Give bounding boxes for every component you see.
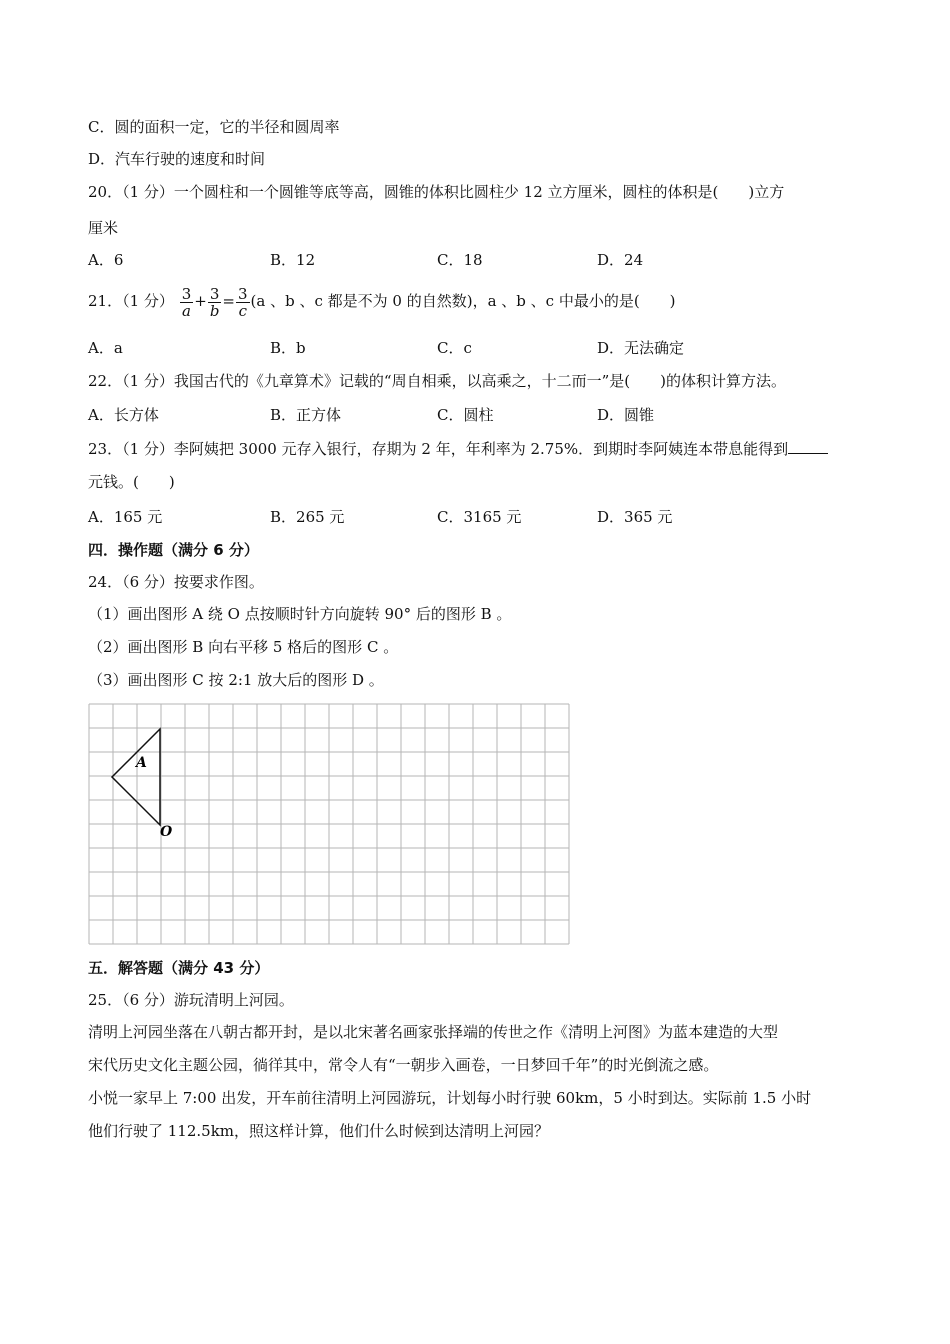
q24-step-3: （3）画出图形 C 按 2:1 放大后的图形 D 。: [88, 671, 384, 689]
q23-option-b: B．265 元: [270, 508, 345, 526]
grid-figure: [88, 703, 570, 949]
q22-option-b: B．正方体: [270, 406, 342, 424]
q23-option-a: A．165 元: [88, 508, 163, 526]
q20-option-d: D．24: [597, 251, 644, 269]
plus-sign: +: [194, 292, 207, 310]
q20-stem: 20．（1 分）一个圆柱和一个圆锥等底等高，圆锥的体积比圆柱少 12 立方厘米，圆柱的体积是( )立方: [88, 183, 785, 201]
q21-option-d: D．无法确定: [597, 339, 685, 357]
q19-option-c: C．圆的面积一定，它的半径和圆周率: [88, 118, 340, 136]
q21-option-c: C．c: [437, 339, 472, 357]
q21-stem: [88, 283, 676, 319]
q25-stem: 25．（6 分）游玩清明上河园。: [88, 991, 294, 1009]
q25-paragraph-4: 他们行驶了 112.5km，照这样计算，他们什么时候到达清明上河园？: [88, 1122, 550, 1140]
q20-stem-cont: 厘米: [88, 219, 119, 237]
q22-option-c: C．圆柱: [437, 406, 494, 424]
q21-option-a: A．a: [88, 339, 123, 357]
q22-stem: 22．（1 分）我国古代的《九章算术》记载的“周自相乘，以高乘之，十二而一”是( )的体积计算方法。: [88, 372, 786, 390]
q20-option-b: B．12: [270, 251, 316, 269]
q23-option-c: C．3165 元: [437, 508, 522, 526]
label-o: O: [160, 824, 173, 840]
q24-step-2: （2）画出图形 B 向右平移 5 格后的图形 C 。: [88, 638, 399, 656]
answer-blank: [788, 439, 828, 454]
q21-fraction-b: $\frac{3}{b}$: [209, 284, 220, 320]
triangle-a: [112, 729, 160, 825]
q24-step-1: （1）画出图形 A 绕 O 点按顺时针方向旋转 90° 后的图形 B 。: [88, 605, 512, 623]
section-4-title: 四．操作题（满分 6 分）: [88, 541, 259, 559]
q23-stem: [88, 439, 828, 459]
q25-paragraph-3: 小悦一家早上 7:00 出发，开车前往清明上河园游玩，计划每小时行驶 60km，5 小时到达。实际前 1.5 小时: [88, 1089, 812, 1107]
q21-fraction-a: $\frac{3}{a}$: [181, 284, 192, 320]
q25-paragraph-1: 清明上河园坐落在八朝古都开封，是以北宋著名画家张择端的传世之作《清明上河图》为蓝本建造的大型: [88, 1023, 779, 1041]
q25-paragraph-2: 宋代历史文化主题公园，徜徉其中，常令人有“一朝步入画卷，一日梦回千年”的时光倒流之感。: [88, 1056, 719, 1074]
q23-stem-text: 23．（1 分）李阿姨把 3000 元存入银行，存期为 2 年，年利率为 2.75%．到期时李阿姨连本带息能得到: [88, 440, 789, 458]
q19-option-d: D．汽车行驶的速度和时间: [88, 150, 266, 168]
q21-prefix: 21．（1 分）: [88, 292, 174, 310]
q20-option-a: A．6: [88, 251, 124, 269]
q21-fraction-c: $\frac{3}{c}$: [238, 284, 248, 320]
grid-svg: [88, 703, 570, 945]
q24-stem: 24．（6 分）按要求作图。: [88, 573, 264, 591]
q23-stem-cont: 元钱。( ): [88, 473, 175, 491]
q22-option-d: D．圆锥: [597, 406, 655, 424]
q21-suffix: (a 、b 、c 都是不为 0 的自然数)，a 、b 、c 中最小的是( ): [250, 292, 676, 310]
q23-option-d: D．365 元: [597, 508, 673, 526]
q22-option-a: A．长方体: [88, 406, 159, 424]
label-a: A: [136, 755, 147, 771]
equals-sign: =: [222, 292, 235, 310]
q21-option-b: B．b: [270, 339, 306, 357]
section-5-title: 五．解答题（满分 43 分）: [88, 959, 270, 977]
q20-option-c: C．18: [437, 251, 483, 269]
